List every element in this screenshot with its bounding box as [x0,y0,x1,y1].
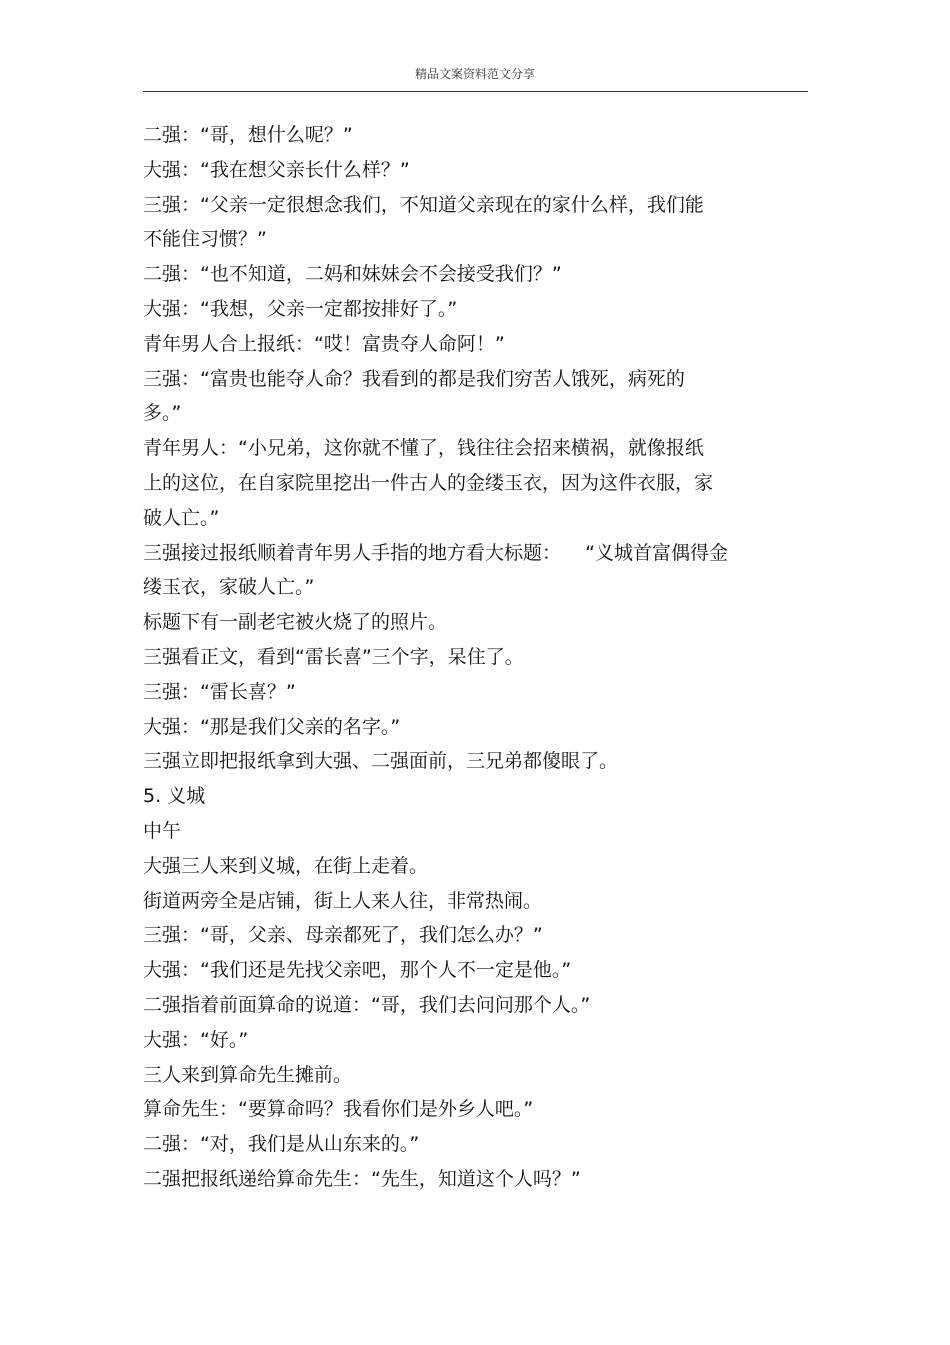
section-heading: 5. 义城 [143,785,206,808]
text-line: 大强：“我在想父亲长什么样？” [143,158,410,181]
document-body [143,118,808,1197]
text-line: 多。” [143,402,182,425]
text-line: 青年男人合上报纸：“哎！富贵夺人命阿！” [143,332,505,355]
page-header: 精品文案资料范文分享 [414,67,535,81]
text-line: 青年男人：“小兄弟，这你就不懂了，钱往往会招来横祸，就像报纸 [143,437,704,460]
text-line: 大强：“我们还是先找父亲吧，那个人不一定是他。” [143,959,572,982]
text-line: 缕玉衣，家破人亡。” [143,576,315,599]
text-line: 算命先生：“要算命吗？我看你们是外乡人吧。” [143,1098,534,1121]
text-line: 不能住习惯？” [143,228,267,251]
text-line: 大强：“我想，父亲一定都按排好了。” [143,297,458,320]
text-line: 二强指着前面算命的说道：“哥，我们去问问那个人。” [143,993,591,1016]
text-line: 三强：“富贵也能夺人命？我看到的都是我们穷苦人饿死，病死的 [143,367,685,390]
header-divider [143,91,808,92]
text-line: 二强：“对，我们是从山东来的。” [143,1133,420,1156]
text-line: 三强接过报纸顺着青年男人手指的地方看大标题： “义城首富偶得金 [143,541,729,564]
text-line: 三强：“哥，父亲、母亲都死了，我们怎么办？” [143,924,543,947]
text-line: 上的这位，在自家院里挖出一件古人的金缕玉衣，因为这件衣服，家 [143,471,714,494]
text-line: 破人亡。” [143,506,220,529]
text-line: 三强立即把报纸拿到大强、二强面前，三兄弟都傻眼了。 [143,750,619,773]
text-line: 二强把报纸递给算命先生：“先生，知道这个人吗？” [143,1167,581,1190]
text-line: 标题下有一副老宅被火烧了的照片。 [143,611,448,634]
text-line: 三强：“父亲一定很想念我们，不知道父亲现在的家什么样，我们能 [143,193,704,216]
text-line: 三人来到算命先生摊前。 [143,1063,353,1086]
text-line: 二强：“也不知道，二妈和妹妹会不会接受我们？” [143,263,562,286]
text-line: 街道两旁全是店铺，街上人来人往，非常热闹。 [143,889,543,912]
scene-time: 中午 [143,819,182,842]
text-line: 大强：“好。” [143,1028,249,1051]
text-line: 大强：“那是我们父亲的名字。” [143,715,401,738]
text-line: 二强：“哥，想什么呢？” [143,124,353,146]
text-line: 三强：“雷长喜？” [143,680,296,703]
text-line: 三强看正文，看到“雷长喜”三个字，呆住了。 [143,645,524,668]
text-line: 大强三人来到义城，在街上走着。 [143,854,429,877]
